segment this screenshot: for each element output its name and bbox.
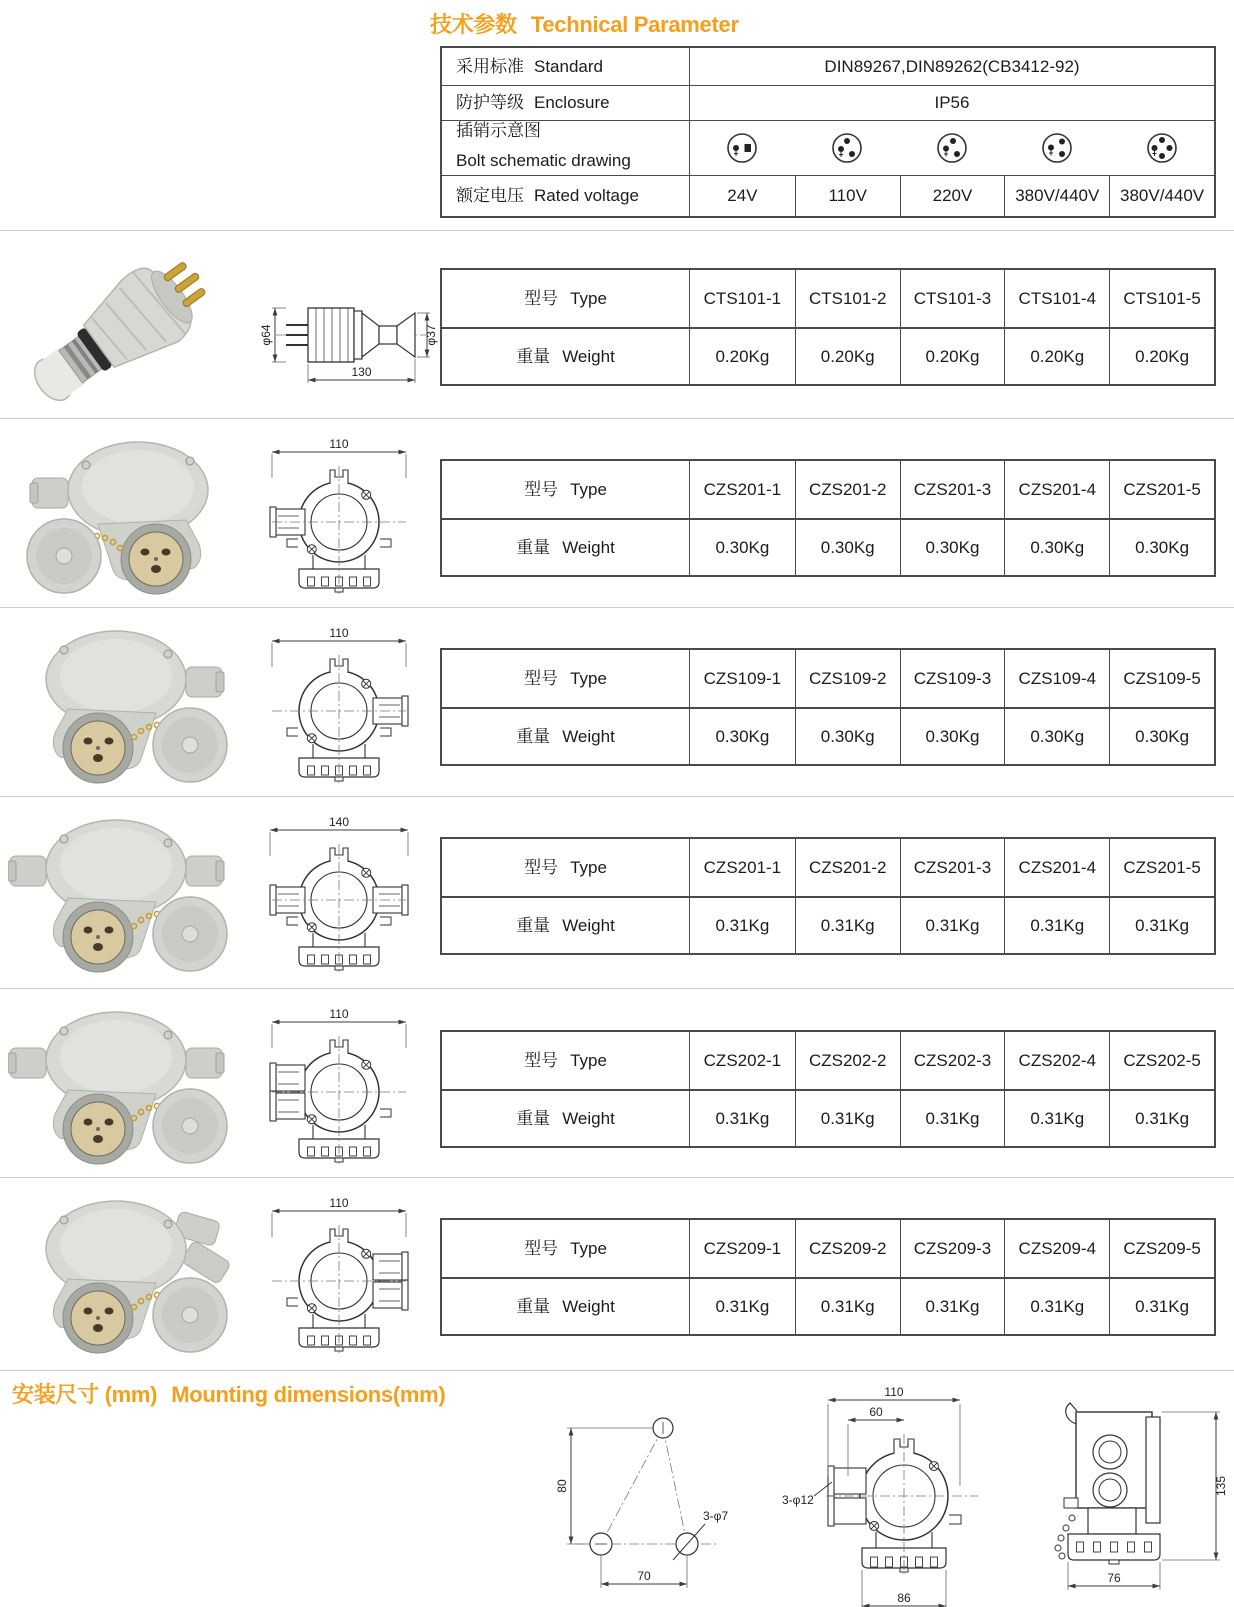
weight-value: 0.30Kg [1109, 518, 1214, 575]
weight-value: 0.20Kg [690, 327, 795, 384]
weight-row-label [442, 707, 690, 764]
weight-value: 0.31Kg [1109, 896, 1214, 953]
separator-line [0, 607, 1234, 608]
svg-text:140: 140 [328, 816, 350, 829]
weight-label-en: Weight [562, 1108, 615, 1128]
type-value: CZS201-2 [795, 461, 900, 518]
type-value: CZS109-1 [703, 668, 782, 688]
weight-value: 0.30Kg [690, 518, 795, 575]
type-row-label [442, 1032, 690, 1089]
weight-value: 0.31Kg [690, 896, 795, 953]
spec-standard-value: DIN89267,DIN89262(CB3412-92) [824, 56, 1080, 76]
type-row-label [442, 270, 690, 327]
weight-label-en: Weight [562, 1296, 615, 1316]
voltage-value: 380V/440V [1004, 175, 1109, 216]
bolt-schematic-icons [690, 120, 1214, 175]
weight-value: 0.30Kg [1109, 707, 1214, 764]
weight-row-label [442, 518, 690, 575]
type-value: CZS201-3 [900, 839, 1005, 896]
voltage-value: 380V/440V [1109, 175, 1214, 216]
weight-label-zh: 重量 [516, 915, 551, 935]
weight-value: 0.30Kg [690, 707, 795, 764]
weight-value: 0.31Kg [900, 1089, 1005, 1146]
weight-value: 0.31Kg [900, 896, 1005, 953]
bolt-icon-slot [1004, 131, 1109, 165]
type-row-label [442, 650, 690, 707]
mounting-front-view-drawing [780, 1384, 1015, 1607]
svg-text:110: 110 [329, 438, 349, 451]
weight-row-label [442, 1089, 690, 1146]
weight-label-zh: 重量 [516, 1296, 551, 1316]
weight-label-zh: 重量 [516, 1108, 551, 1128]
svg-text:110: 110 [329, 627, 349, 640]
bolt-icon-slot [1109, 131, 1214, 165]
type-value: CZS109-4 [1004, 650, 1109, 707]
mounting-title-zh: 安装尺寸 (mm) [12, 1382, 158, 1407]
weight-row-label [442, 327, 690, 384]
weight-row-label [442, 896, 690, 953]
weight-value: 0.31Kg [690, 1089, 795, 1146]
type-value: CZS202-2 [795, 1032, 900, 1089]
svg-text:3-φ7: 3-φ7 [703, 1509, 729, 1523]
type-label-zh: 型号 [524, 1238, 559, 1258]
svg-text:135: 135 [1214, 1475, 1228, 1497]
type-label-zh: 型号 [524, 479, 559, 499]
weight-value: 0.30Kg [1004, 518, 1109, 575]
product-photo [8, 432, 246, 602]
product-spec-table [440, 1218, 1216, 1336]
product-spec-table [440, 268, 1216, 386]
product-drawing [246, 1197, 436, 1359]
svg-text:110: 110 [329, 1197, 349, 1210]
pins-3a-icon [830, 131, 864, 165]
weight-label-en: Weight [562, 346, 615, 366]
svg-text:110: 110 [329, 1008, 349, 1021]
spec-enclosure-label [442, 85, 690, 120]
spec-bolt-label-en: Bolt schematic drawing [456, 150, 631, 170]
weight-label-zh: 重量 [516, 346, 551, 366]
pins-4-icon [1145, 131, 1179, 165]
type-label-zh: 型号 [524, 668, 559, 688]
svg-text:3-φ12: 3-φ12 [782, 1493, 814, 1507]
type-label-zh: 型号 [524, 1050, 559, 1070]
svg-text:130: 130 [351, 365, 372, 379]
weight-value: 0.31Kg [1004, 896, 1109, 953]
mounting-dimensions-title [12, 1378, 445, 1409]
weight-value: 0.30Kg [795, 707, 900, 764]
product-drawing [246, 282, 436, 444]
svg-text:80: 80 [555, 1479, 569, 1493]
weight-value: 0.20Kg [900, 327, 1005, 384]
spec-enclosure-label-zh: 防护等级 [456, 93, 524, 113]
type-value: CZS202-1 [703, 1050, 782, 1070]
product-drawing [246, 627, 436, 789]
type-row-label [442, 1220, 690, 1277]
svg-text:86: 86 [897, 1591, 911, 1605]
type-label-en: Type [570, 479, 607, 499]
weight-value: 0.31Kg [1004, 1089, 1109, 1146]
product-photo [8, 1191, 246, 1361]
separator-line [0, 796, 1234, 797]
product-spec-table [440, 459, 1216, 577]
spec-enclosure-value: IP56 [690, 85, 1214, 120]
product-drawing [246, 438, 436, 600]
type-value: CTS101-5 [1109, 270, 1214, 327]
type-value: CTS101-4 [1004, 270, 1109, 327]
type-value: CZS202-3 [900, 1032, 1005, 1089]
separator-line [0, 230, 1234, 231]
type-value: CZS209-2 [795, 1220, 900, 1277]
weight-value: 0.31Kg [900, 1277, 1005, 1334]
tech-parameter-title-zh: 技术参数 [430, 12, 517, 37]
type-value: CZS109-3 [900, 650, 1005, 707]
type-label-en: Type [570, 668, 607, 688]
type-value: CTS101-1 [703, 288, 782, 308]
type-value: CZS201-1 [703, 857, 782, 877]
weight-row-label [442, 1277, 690, 1334]
svg-text:70: 70 [637, 1569, 651, 1583]
product-spec-table [440, 648, 1216, 766]
type-label-en: Type [570, 1238, 607, 1258]
type-value: CZS209-1 [703, 1238, 782, 1258]
pins-2-icon [725, 131, 759, 165]
product-photo [8, 244, 246, 414]
type-value: CZS202-5 [1109, 1032, 1214, 1089]
weight-label-en: Weight [562, 537, 615, 557]
bolt-icon-slot [690, 131, 795, 165]
weight-value: 0.31Kg [795, 1277, 900, 1334]
weight-label-en: Weight [562, 915, 615, 935]
weight-value: 0.31Kg [1109, 1089, 1214, 1146]
product-spec-table [440, 1030, 1216, 1148]
weight-label-en: Weight [562, 726, 615, 746]
spec-enclosure-label-en: Enclosure [534, 93, 610, 113]
mounting-hole-layout-drawing [545, 1392, 770, 1607]
weight-value: 0.20Kg [795, 327, 900, 384]
type-value: CZS109-2 [795, 650, 900, 707]
weight-value: 0.30Kg [900, 707, 1005, 764]
weight-value: 0.31Kg [795, 1089, 900, 1146]
type-value: CZS201-2 [795, 839, 900, 896]
bolt-icon-slot [900, 131, 1005, 165]
svg-text:76: 76 [1107, 1571, 1121, 1585]
svg-text:60: 60 [869, 1405, 883, 1419]
pins-3b-icon [935, 131, 969, 165]
weight-value: 0.30Kg [1004, 707, 1109, 764]
pins-3c-icon [1040, 131, 1074, 165]
weight-label-zh: 重量 [516, 537, 551, 557]
type-value: CTS101-2 [795, 270, 900, 327]
type-row-label [442, 461, 690, 518]
spec-voltage-label-zh: 额定电压 [456, 186, 524, 206]
spec-voltage-label [442, 175, 690, 216]
bolt-icon-slot [795, 131, 900, 165]
type-value: CZS201-1 [703, 479, 782, 499]
spec-bolt-label [442, 120, 690, 175]
spec-standard-label-en: Standard [534, 56, 603, 76]
separator-line [0, 1370, 1234, 1371]
type-label-en: Type [570, 1050, 607, 1070]
product-photo [8, 621, 246, 791]
product-drawing [246, 816, 436, 978]
type-label-zh: 型号 [524, 857, 559, 877]
type-value: CZS201-5 [1109, 839, 1214, 896]
separator-line [0, 418, 1234, 419]
weight-label-zh: 重量 [516, 726, 551, 746]
weight-value: 0.30Kg [900, 518, 1005, 575]
separator-line [0, 1177, 1234, 1178]
weight-value: 0.31Kg [690, 1277, 795, 1334]
type-row-label [442, 839, 690, 896]
type-label-en: Type [570, 288, 607, 308]
type-value: CZS209-4 [1004, 1220, 1109, 1277]
weight-value: 0.20Kg [1109, 327, 1214, 384]
svg-text:φ37: φ37 [424, 324, 438, 346]
product-photo [8, 1002, 246, 1172]
weight-value: 0.20Kg [1004, 327, 1109, 384]
type-value: CZS201-5 [1109, 461, 1214, 518]
weight-value: 0.31Kg [795, 896, 900, 953]
spec-table [440, 46, 1216, 218]
type-value: CTS101-3 [900, 270, 1005, 327]
type-value: CZS209-5 [1109, 1220, 1214, 1277]
spec-standard-label [442, 48, 690, 85]
type-value: CZS201-4 [1004, 839, 1109, 896]
spec-bolt-label-zh: 插销示意图 [456, 121, 541, 140]
mounting-title-en: Mounting dimensions(mm) [171, 1382, 446, 1407]
type-value: CZS201-4 [1004, 461, 1109, 518]
type-label-en: Type [570, 857, 607, 877]
weight-value: 0.31Kg [1004, 1277, 1109, 1334]
spec-voltage-label-en: Rated voltage [534, 186, 639, 206]
product-photo [8, 810, 246, 980]
type-value: CZS202-4 [1004, 1032, 1109, 1089]
mounting-side-view-drawing [1014, 1390, 1234, 1607]
svg-text:110: 110 [884, 1385, 904, 1399]
type-value: CZS209-3 [900, 1220, 1005, 1277]
type-value: CZS109-5 [1109, 650, 1214, 707]
tech-parameter-title-en: Technical Parameter [530, 12, 739, 37]
product-drawing [246, 1008, 436, 1170]
voltage-value: 220V [900, 175, 1005, 216]
weight-value: 0.31Kg [1109, 1277, 1214, 1334]
svg-text:φ64: φ64 [259, 324, 273, 346]
type-value: CZS201-3 [900, 461, 1005, 518]
spec-standard-label-zh: 采用标准 [456, 56, 524, 76]
voltage-value: 110V [795, 175, 900, 216]
voltage-value: 24V [690, 175, 795, 216]
tech-parameter-title [430, 8, 739, 39]
product-spec-table [440, 837, 1216, 955]
separator-line [0, 988, 1234, 989]
type-label-zh: 型号 [524, 288, 559, 308]
weight-value: 0.30Kg [795, 518, 900, 575]
